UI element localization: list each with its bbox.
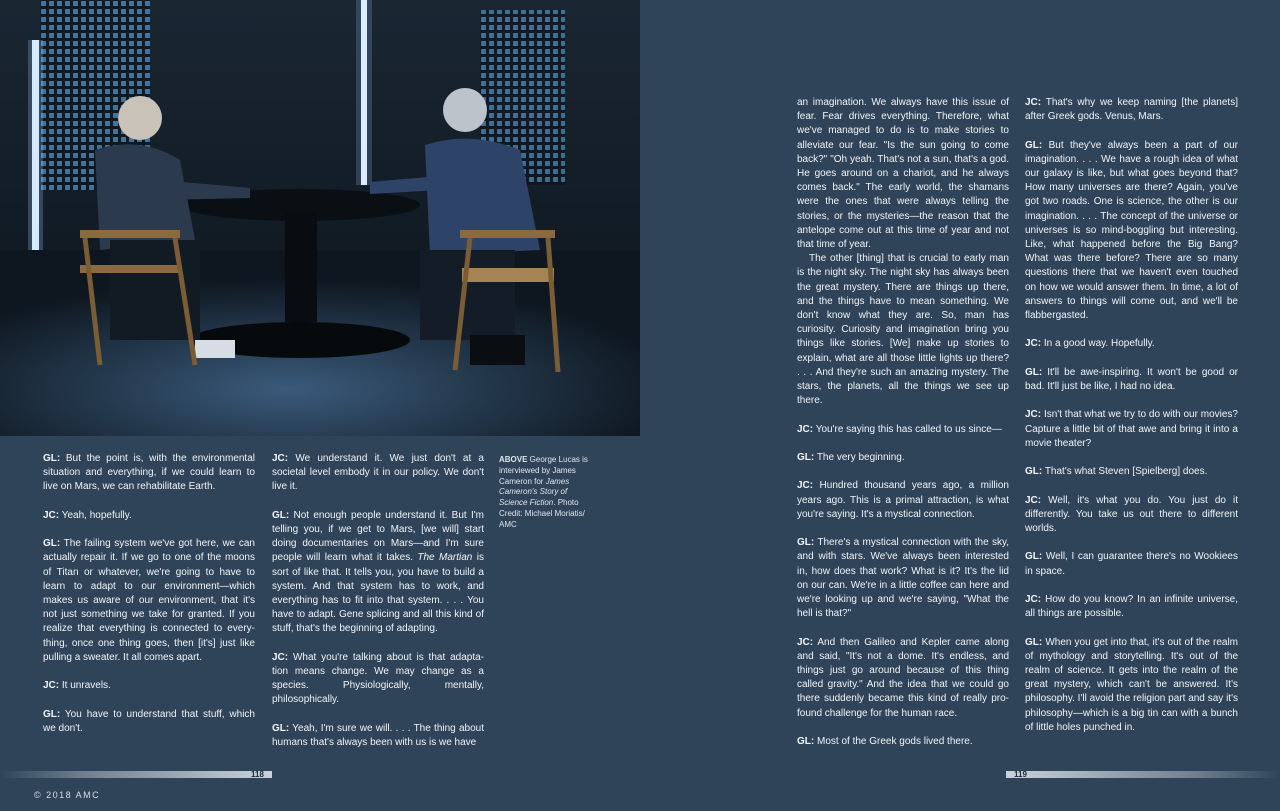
speaker-label: GL: <box>1025 636 1043 648</box>
paragraph <box>1025 636 1238 735</box>
paragraph-text: Not enough people understand it. But I'm telling you, if we get to Mars, [we will] start doing documentaries on Mars—and I'm sure people will learn what it takes. <box>272 509 484 564</box>
copyright-notice: © 2018 AMC <box>34 790 101 800</box>
speaker-label: GL: <box>1025 139 1043 151</box>
paragraph <box>43 452 255 495</box>
paragraph-text: an imagination. We always have this issue of fear. Fear drives everything. Therefore, what we've managed to do is to make stories to alleviate our fear. "Is the sun going to come back?" "Oh yeah. That's not a sun, that's a god. He goes around on a chariot, and he always comes back." The early world, the shamans were the ones that were always telling the stories, or the mysteries—the reason that the antelope come out at this time of year and not that time of year. <box>797 97 1009 251</box>
speaker-label: JC: <box>1025 593 1042 605</box>
paragraph <box>1025 494 1238 537</box>
caption-credit: . Photo Credit: Michael Moriatis/ AMC <box>499 498 585 529</box>
paragraph <box>797 536 1009 621</box>
paragraph <box>272 722 484 750</box>
paragraph-text: When you get into that, it's out of the realm of mythology and storytelling. It's out of the realm of science. It gets into the realm of the great mystery, which can't be answered. It's philosophy. I'll avoid the religion part and say it's philosophy—which is a big tin can with a bunch of little holes punched in. <box>1025 636 1238 733</box>
speaker-label: GL: <box>1025 551 1043 563</box>
paragraph <box>1025 550 1238 578</box>
caption-label: ABOVE <box>499 455 528 464</box>
paragraph-text: How do you know? In an infinite universe, all things are possible. <box>1025 593 1238 620</box>
paragraph <box>43 708 255 736</box>
paragraph-text: You have to understand that stuff, which we don't. <box>43 708 255 734</box>
speaker-label: JC: <box>43 509 60 521</box>
text-column-3 <box>797 96 1009 763</box>
paragraph-text: There's a mystical connection with the sky, and with stars. We've always been interested in, how does that work? What is it? It's the lid on our can. We're in a little coffee can here and we're looking up and we're saying, "What the hell is that?" <box>797 537 1009 620</box>
paragraph-text: Yeah, I'm sure we will. . . . The thing about humans that's always been with us is we have <box>272 722 484 749</box>
paragraph-text: But they've always been a part of our imagination. . . . We have a rough idea of what our galaxy is like, but what goes beyond that? How many universes are there? Again, you've got two roads. One is science, the other is our imagination. . . . The concept of the universe or universes is so mind-boggling but interesting. Like, what happened before the Big Bang? What was there before? There are so many questions there that we haven't even touched on how we would answer them. In time, a lot of answers to things will come out, and we'll be flabbergasted. <box>1025 139 1238 322</box>
speaker-label: GL: <box>43 708 61 720</box>
paragraph-text: The very beginning. <box>814 452 905 464</box>
speaker-label: GL: <box>797 537 815 549</box>
paragraph <box>797 96 1009 252</box>
speaker-label: JC: <box>272 453 289 464</box>
paragraph-text: You're saying this has called to us since— <box>813 423 1002 435</box>
speaker-label: GL: <box>797 736 815 748</box>
paragraph <box>1025 593 1238 621</box>
speaker-label: JC: <box>1025 494 1042 506</box>
interview-illustration <box>0 0 640 436</box>
speaker-label: JC: <box>797 480 814 492</box>
paragraph-text: Yeah, hopefully. <box>59 509 132 521</box>
paragraph <box>1025 139 1238 324</box>
paragraph-text: And then Galileo and Kepler came along and said, "It's not a dome. It's endless, and things just go around because of this thing called gravity." And the idea that we could go there suddenly became this kind of really pro-found challenge for the human race. <box>797 636 1009 719</box>
paragraph <box>1025 96 1238 124</box>
paragraph <box>1025 408 1238 451</box>
speaker-label: JC: <box>797 636 814 648</box>
speaker-label: JC: <box>1025 97 1042 108</box>
paragraph-text: Well, it's what you do. You just do it differently. You take us out there to different worlds. <box>1025 494 1238 534</box>
caption-title: James Cameron's Story of Science Fiction <box>499 476 570 508</box>
paragraph-text: Well, I can guarantee there's no Wookiees in space. <box>1025 551 1238 577</box>
text-column-2 <box>272 452 484 764</box>
paragraph <box>43 679 255 693</box>
paragraph-text: It unravels. <box>59 680 111 692</box>
interview-photo <box>0 0 640 436</box>
speaker-label: JC: <box>1025 338 1042 350</box>
paragraph-text: The other [thing] that is crucial to early man is the night sky. The night sky has always been the great mystery. There are things up there, and the things have to mean something. We don't know what they are. So, man has curiosity. Curiosity and imagination bring you things like stories. [We] make up stories to explain, what are all those little lights up there? . . . And they're such an amazing mystery. The stars, the planets, all the things we see up there. <box>797 253 1009 407</box>
speaker-label: JC: <box>43 680 60 692</box>
page-number-left: 118 <box>251 770 264 779</box>
speaker-label: JC: <box>1025 409 1042 421</box>
paragraph-text: The failing system we've got here, we can actually repair it. If we go to one of the moons of Titan or whatever, we're going to have to learn to adapt to our environment—which makes us aware of our environment, that it's not just something we take for granted. If you realize that everything is connected to every-thing, once one thing goes, then [it's] just like pulling a sweater. It all comes apart. <box>43 538 255 663</box>
footer-bar-left <box>0 771 272 778</box>
paragraph <box>43 537 255 665</box>
photo-caption <box>499 455 595 531</box>
paragraph-text: It'll be awe-inspiring. It won't be good or bad. It'll just be like, I had no idea. <box>1025 366 1238 393</box>
paragraph-text: Most of the Greek gods lived there. <box>814 736 973 748</box>
text-column-1 <box>43 452 255 750</box>
caption-text: George Lucas is interviewed by James Cameron for <box>499 455 588 486</box>
paragraph <box>797 423 1009 437</box>
speaker-label: GL: <box>43 538 61 550</box>
speaker-label: JC: <box>797 423 814 435</box>
paragraph <box>797 735 1009 749</box>
text-column-4 <box>1025 96 1238 749</box>
paragraph-text: Hundred thousand years ago, a million years ago. This is a primal attraction, is what you're saying. It's a mystical connection. <box>797 480 1009 520</box>
page-number-right: 119 <box>1014 770 1027 779</box>
paragraph <box>272 509 484 637</box>
film-title: The Martian <box>417 552 473 564</box>
paragraph <box>1025 366 1238 394</box>
speaker-label: GL: <box>272 722 290 734</box>
paragraph-text: We understand it. We just don't at a societal level embody it in our policy. We don't live it. <box>272 453 484 493</box>
paragraph <box>797 479 1009 522</box>
paragraph-text: In a good way. Hopefully. <box>1041 338 1155 350</box>
paragraph-text: That's why we keep naming [the planets] after Greek gods. Venus, Mars. <box>1025 97 1238 123</box>
paragraph-text: That's what Steven [Spielberg] does. <box>1042 466 1208 478</box>
paragraph <box>797 252 1009 408</box>
paragraph-text: What you're talking about is that adapta-tion means change. We may change as a species. Physiologically, mentally, philosophically. <box>272 651 484 706</box>
paragraph-text: But the point is, with the environmental situation and everything, if we could learn to live on Mars, we can rehabilitate Earth. <box>43 453 255 493</box>
paragraph <box>272 651 484 708</box>
speaker-label: GL: <box>1025 366 1043 378</box>
speaker-label: JC: <box>272 651 289 663</box>
paragraph <box>1025 337 1238 351</box>
paragraph <box>797 636 1009 721</box>
speaker-label: GL: <box>797 452 815 464</box>
footer-bar-right <box>1006 771 1280 778</box>
paragraph-text: Isn't that what we try to do with our movies? Capture a little bit of that awe and bring it into a movie theater? <box>1025 409 1238 449</box>
paragraph <box>1025 465 1238 479</box>
speaker-label: GL: <box>43 453 61 464</box>
speaker-label: GL: <box>272 509 290 521</box>
paragraph-text: is sort of like that. It tells you, you have to build a system. And that system has to work, and everything has to fit into that system. . . . You have to adapt. Gene splicing and all this kind of stuff, that's the beginning of adapting. <box>272 552 485 635</box>
paragraph <box>272 452 484 495</box>
paragraph <box>43 509 255 523</box>
paragraph <box>797 451 1009 465</box>
speaker-label: GL: <box>1025 466 1043 478</box>
